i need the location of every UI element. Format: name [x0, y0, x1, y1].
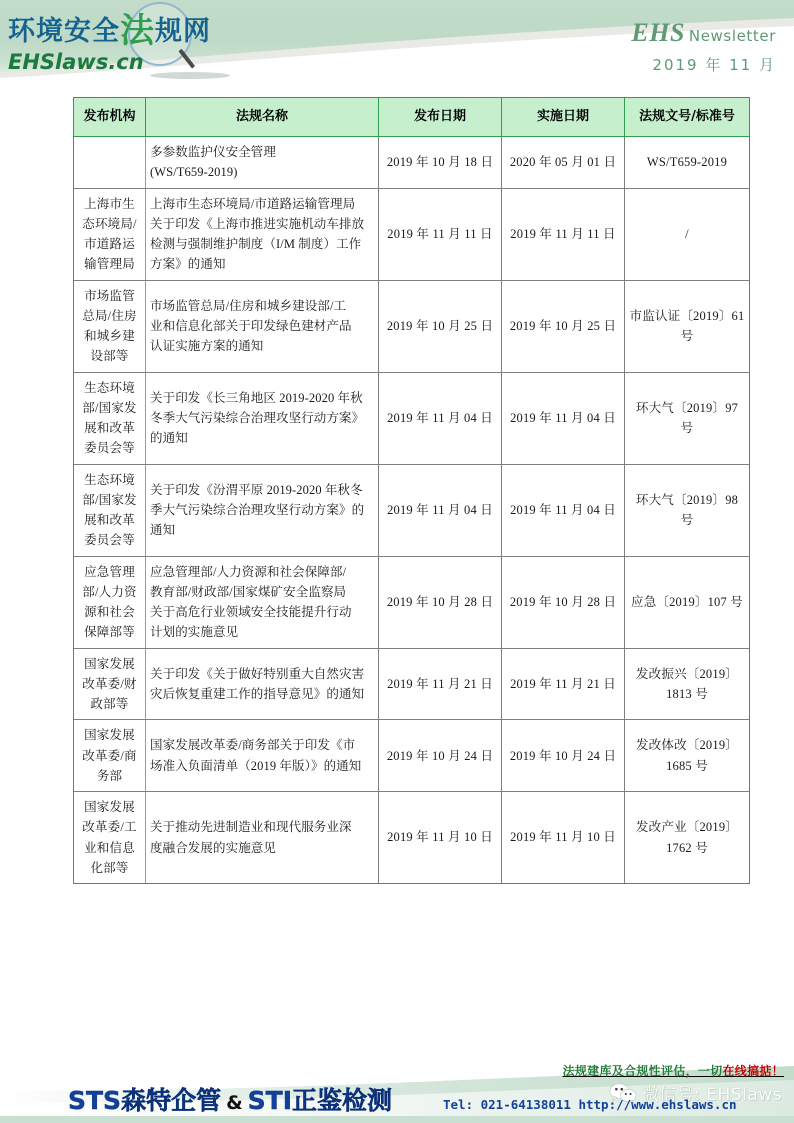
cell-effective-date: 2019 年 10 月 24 日 — [502, 720, 625, 792]
document-number-line: 号 — [680, 329, 694, 343]
document-number-line: 发改产业〔2019〕 — [635, 820, 738, 835]
logo-sts-text: STS森特企管 — [68, 1086, 222, 1115]
cell-effective-date: 2019 年 11 月 04 日 — [502, 464, 625, 556]
regulation-name-line: 计划的实施意见 — [150, 625, 239, 640]
cell-publish-date: 2019 年 11 月 10 日 — [379, 792, 502, 884]
cell-issuing-organization: 生态环境部/国家发展和改革委员会等 — [74, 372, 146, 464]
newsletter-ehs-text: EHS — [631, 18, 685, 47]
logo-ampersand: & — [226, 1092, 243, 1114]
page-footer — [0, 1060, 794, 1123]
column-header-docno: 法规文号/标准号 — [625, 98, 750, 137]
cell-document-number — [625, 188, 750, 280]
regulation-name-line: 市场监管总局/住房和城乡建设部/工 — [150, 298, 347, 313]
cell-effective-date: 2019 年 11 月 10 日 — [502, 792, 625, 884]
cell-document-number — [625, 648, 750, 720]
table-header-row — [74, 98, 750, 137]
cell-regulation-name — [146, 556, 379, 648]
regulation-name-line: 关于印发《长三角地区 2019-2020 年秋 — [150, 390, 363, 405]
cell-publish-date: 2019 年 11 月 04 日 — [379, 372, 502, 464]
regulation-name-line: 上海市生态环境局/市道路运输管理局 — [150, 196, 356, 211]
document-number-line: 1813 号 — [666, 686, 708, 701]
footer-tagline — [563, 1062, 784, 1079]
cell-publish-date: 2019 年 11 月 04 日 — [379, 464, 502, 556]
cell-regulation-name — [146, 464, 379, 556]
cell-regulation-name — [146, 372, 379, 464]
cell-regulation-name — [146, 137, 379, 189]
table-row — [74, 556, 750, 648]
cell-publish-date: 2019 年 10 月 18 日 — [379, 137, 502, 189]
regulation-name-line: 关于印发《上海市推进实施机动车排放 — [150, 216, 365, 231]
cell-document-number — [625, 137, 750, 189]
cell-regulation-name — [146, 188, 379, 280]
cell-effective-date: 2019 年 10 月 25 日 — [502, 280, 625, 372]
cell-document-number — [625, 280, 750, 372]
newsletter-title-line — [631, 18, 776, 48]
table-body — [74, 137, 750, 884]
regulation-name-line: 关于高危行业领域安全技能提升行动 — [150, 605, 352, 619]
column-header-effective: 实施日期 — [502, 98, 625, 137]
cell-regulation-name — [146, 280, 379, 372]
regulation-name-line: 业和信息化部关于印发绿色建材产品 — [150, 318, 352, 333]
regulation-name-line: 教育部/财政部/国家煤矿安全监察局 — [150, 584, 347, 599]
cell-issuing-organization: 生态环境部/国家发展和改革委员会等 — [74, 464, 146, 556]
cell-effective-date: 2019 年 10 月 28 日 — [502, 556, 625, 648]
cell-issuing-organization: 市场监管总局/住房和城乡建设部等 — [74, 280, 146, 372]
newsletter-word-text: Newsletter — [688, 27, 776, 45]
site-brand — [8, 12, 211, 73]
document-number-line: 环大气〔2019〕97 号 — [635, 400, 739, 435]
document-number-line: / — [685, 226, 689, 241]
regulation-name-line: 应急管理部/人力资源和社会保障部/ — [150, 564, 347, 579]
cell-regulation-name — [146, 720, 379, 792]
newsletter-issue-date: 2019 年 11 月 — [652, 56, 776, 74]
page-header — [0, 0, 794, 90]
regulation-name-line: 度融合发展的实施意见 — [150, 840, 277, 855]
document-number-line: 市监认证〔2019〕61 — [629, 308, 745, 323]
regulation-name-line: 冬季大气污染综合治理攻坚行动方案》 — [150, 410, 365, 425]
document-number-line: 1762 号 — [666, 840, 708, 855]
regulation-name-line: 关于印发《关于做好特别重大自然灾害 — [150, 666, 365, 681]
cell-regulation-name — [146, 792, 379, 884]
regulation-name-line: 多参数监护仪安全管理 — [150, 145, 277, 159]
table-header — [74, 98, 750, 137]
cell-issuing-organization — [74, 137, 146, 189]
brand-domain: EHSlaws.cn — [8, 50, 144, 74]
company-logo — [68, 1081, 392, 1117]
table-row — [74, 648, 750, 720]
footer-tagline-red: 在线搞掂！ — [722, 1064, 784, 1078]
document-number-line: 1685 号 — [666, 758, 708, 773]
regulation-name-line: 季大气污染综合治理攻坚行动方案》的 — [150, 502, 365, 517]
regulation-name-line: (WS/T659-2019) — [150, 165, 238, 180]
regulation-name-line: 通知 — [150, 523, 176, 538]
regulation-name-line: 的通知 — [150, 431, 188, 446]
regulation-name-line: 关于推动先进制造业和现代服务业深 — [150, 820, 352, 835]
document-number-line: 应急〔2019〕107 号 — [631, 594, 743, 609]
newsletter-masthead — [631, 18, 776, 75]
cell-issuing-organization: 国家发展改革委/商务部 — [74, 720, 146, 792]
cell-effective-date: 2019 年 11 月 21 日 — [502, 648, 625, 720]
column-header-name: 法规名称 — [146, 98, 379, 137]
cell-effective-date: 2019 年 11 月 11 日 — [502, 188, 625, 280]
table-row — [74, 372, 750, 464]
brand-chinese-part2: 规网 — [155, 16, 211, 47]
cell-document-number — [625, 372, 750, 464]
document-number-line: WS/T659-2019 — [646, 155, 728, 170]
regulation-name-line: 关于印发《汾渭平原 2019-2020 年秋冬 — [150, 482, 363, 497]
brand-chinese-part1: 环境安全 — [8, 16, 120, 47]
cell-effective-date: 2019 年 11 月 04 日 — [502, 372, 625, 464]
regulations-table-container — [73, 97, 749, 884]
table-row — [74, 188, 750, 280]
cell-effective-date: 2020 年 05 月 01 日 — [502, 137, 625, 189]
contact-info: Tel: 021-64138011 http://www.ehslaws.cn — [443, 1097, 737, 1112]
cell-publish-date: 2019 年 11 月 21 日 — [379, 648, 502, 720]
column-header-org: 发布机构 — [74, 98, 146, 137]
cell-document-number — [625, 464, 750, 556]
footer-tagline-green: 法规建库及合规性评估，一切 — [562, 1064, 723, 1078]
brand-chinese-fa: 法 — [120, 11, 155, 51]
regulation-name-line: 方案》的通知 — [150, 257, 226, 272]
wechat-id-label: 微信号: EHSlaws — [641, 1085, 782, 1105]
brand-chinese — [8, 11, 211, 51]
regulation-name-line: 认证实施方案的通知 — [150, 339, 264, 354]
table-row — [74, 792, 750, 884]
cell-publish-date: 2019 年 10 月 24 日 — [379, 720, 502, 792]
document-number-line: 发改振兴〔2019〕 — [635, 666, 738, 681]
cell-document-number — [625, 792, 750, 884]
table-row — [74, 137, 750, 189]
cell-issuing-organization: 应急管理部/人力资源和社会保障部等 — [74, 556, 146, 648]
cell-publish-date: 2019 年 10 月 28 日 — [379, 556, 502, 648]
table-row — [74, 280, 750, 372]
table-row — [74, 464, 750, 556]
regulation-name-line: 场准入负面清单（2019 年版）》的通知 — [150, 758, 362, 773]
regulations-table — [73, 97, 750, 884]
cell-document-number — [625, 556, 750, 648]
regulation-name-line: 国家发展改革委/商务部关于印发《市 — [150, 738, 356, 753]
cell-publish-date: 2019 年 10 月 25 日 — [379, 280, 502, 372]
cell-issuing-organization: 国家发展改革委/工业和信息化部等 — [74, 792, 146, 884]
column-header-publish: 发布日期 — [379, 98, 502, 137]
cell-issuing-organization: 上海市生态环境局/市道路运输管理局 — [74, 188, 146, 280]
document-number-line: 环大气〔2019〕98 号 — [635, 492, 739, 527]
cell-publish-date: 2019 年 11 月 11 日 — [379, 188, 502, 280]
cell-regulation-name — [146, 648, 379, 720]
magnifier-shadow — [150, 72, 230, 79]
regulation-name-line: 灾后恢复重建工作的指导意见》的通知 — [150, 686, 365, 701]
logo-sti-text: STI正鉴检测 — [247, 1086, 393, 1115]
table-row — [74, 720, 750, 792]
document-number-line: 发改体改〔2019〕 — [635, 738, 738, 753]
regulation-name-line: 检测与强制维护制度（I/M 制度）工作 — [150, 237, 362, 251]
cell-issuing-organization: 国家发展改革委/财政部等 — [74, 648, 146, 720]
cell-document-number — [625, 720, 750, 792]
